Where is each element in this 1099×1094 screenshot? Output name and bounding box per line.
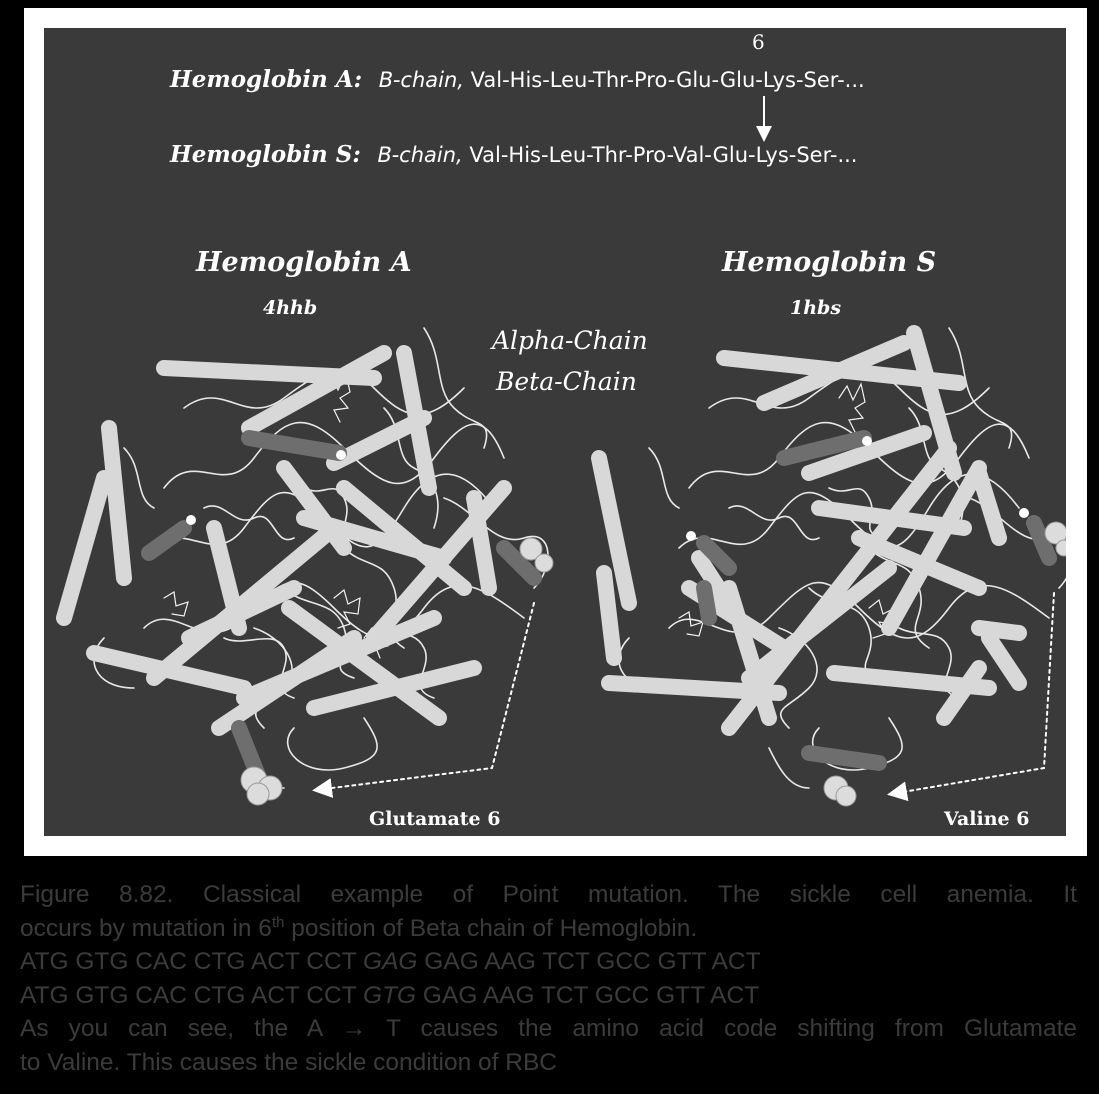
figure-panel bbox=[44, 28, 1066, 836]
valine-6-label: Valine 6 bbox=[944, 808, 1030, 830]
glutamate-6-sphere bbox=[241, 767, 282, 805]
hemoglobin-s-beta-helices bbox=[704, 438, 1049, 763]
sequence-chain: B-chain, bbox=[378, 68, 464, 92]
mutation-arrow bbox=[756, 96, 772, 142]
mutation-position-number: 6 bbox=[752, 30, 765, 54]
caption-line: to Valine. This causes the sickle condition of RBC bbox=[20, 1048, 558, 1076]
hemoglobin-a-marker bbox=[336, 450, 346, 460]
hemoglobin-a-structure bbox=[64, 328, 553, 805]
beta-chain-legend: Beta-Chain bbox=[496, 367, 637, 396]
hemoglobin-s-pdb-id: 1hbs bbox=[790, 297, 842, 319]
hemoglobin-s-title: Hemoglobin S bbox=[722, 247, 937, 278]
hemoglobin-s-structure bbox=[599, 328, 1066, 806]
sequence-name: Hemoglobin A: bbox=[170, 66, 363, 93]
dna-sequence-mutant: ATG GTG CAC CTG ACT CCT GTG GAG AAG TCT GCC GTT ACT bbox=[20, 981, 760, 1009]
hemoglobin-a-sequence bbox=[170, 66, 865, 93]
figure-caption bbox=[20, 878, 1077, 1079]
sequence-residues: Val-His-Leu-Thr-Pro-Val-Glu-Lys-Ser-... bbox=[469, 143, 858, 167]
caption-line: occurs by mutation in 6th position of Beta chain of Hemoglobin. bbox=[20, 913, 698, 942]
sequence-chain: B-chain, bbox=[377, 143, 463, 167]
hemoglobin-s-sequence bbox=[170, 141, 857, 168]
valine-6-sphere bbox=[824, 776, 856, 806]
hemoglobin-a-title: Hemoglobin A bbox=[196, 247, 412, 278]
hemoglobin-a-marker bbox=[186, 515, 196, 525]
hemoglobin-s-marker bbox=[862, 436, 872, 446]
hemoglobin-a-pdb-id: 4hhb bbox=[263, 297, 318, 319]
caption-line: Figure 8.82. Classical example of Point mutation. The sickle cell anemia. It bbox=[20, 881, 1077, 908]
glutamate-6-label: Glutamate 6 bbox=[369, 808, 501, 830]
hemoglobin-s-marker bbox=[1019, 508, 1029, 518]
hemoglobin-s-coils bbox=[619, 328, 1066, 788]
dna-sequence-normal: ATG GTG CAC CTG ACT CCT GAG GAG AAG TCT GCC GTT ACT bbox=[20, 948, 761, 975]
sequence-residues: Val-His-Leu-Thr-Pro-Glu-Glu-Lys-Ser-... bbox=[470, 68, 865, 92]
hemoglobin-s-alpha-helices bbox=[599, 333, 1019, 728]
codon-highlight: GAG bbox=[363, 948, 418, 975]
hemoglobin-s-marker bbox=[686, 531, 696, 541]
caption-line: As you can see, the A → T causes the amino acid code shifting from Glutamate bbox=[20, 1015, 1077, 1042]
alpha-chain-legend: Alpha-Chain bbox=[492, 326, 648, 355]
codon-highlight: GTG bbox=[363, 981, 417, 1009]
sequence-name: Hemoglobin S: bbox=[170, 141, 361, 168]
